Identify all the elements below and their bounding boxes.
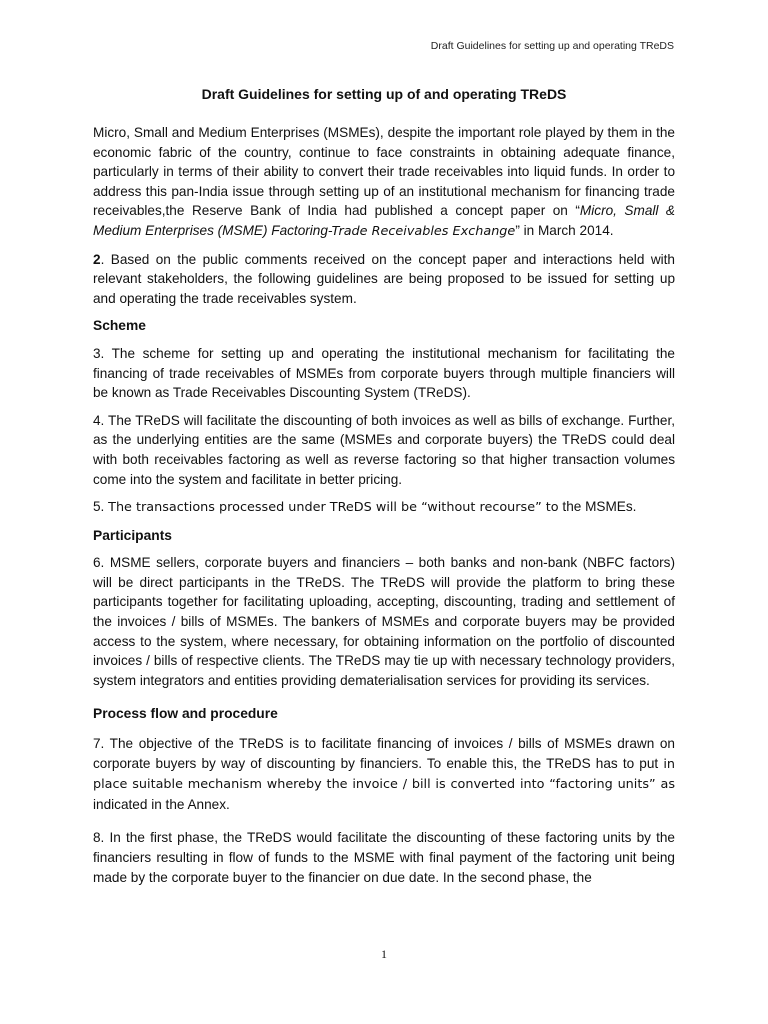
paragraph-5-prefix: 5. (93, 499, 109, 515)
paragraph-7-part-1: 7. The objective of the TReDS is to facilitate financing of invoices / bills of MSMEs drawn on corporate buyers by way of discounting by financiers. To enable this, the TReDS has to put (93, 736, 675, 771)
paragraph-1 (93, 123, 675, 242)
quote-open: “ (575, 203, 580, 219)
paragraph-2 (93, 250, 675, 309)
paragraph-7-part-2: in place suitable mechanism whereby the invoice / bill is converted into “factoring units” as (93, 756, 675, 793)
paragraph-5-suffix: the MSMEs. (558, 499, 637, 515)
paragraph-8: 8. In the first phase, the TReDS would facilitate the discounting of these factoring units by the financiers resulting in flow of funds to the MSME with final payment of the factoring unit being made by the corporate buyer to the financier on due date. In the second phase, the (93, 830, 675, 885)
concept-paper-title-rest: -Trade Receivables Exchange (327, 223, 516, 239)
concept-paper-title: Micro, Small & Medium Enterprises (MSME) Factoring (93, 203, 675, 238)
document-title: Draft Guidelines for setting up of and operating TReDS (201, 86, 567, 102)
paragraph-5-body: The transactions processed under TReDS will be “without recourse” to (108, 500, 559, 516)
page-number: 1 (381, 947, 387, 961)
paragraph-4: 4. The TReDS will facilitate the discounting of both invoices as well as bills of exchange. Further, as the underlying entities are the same (MSMEs and corporate buyers) the TReDS could deal with both receivables factoring as well as reverse factoring so that higher transaction volumes come into the system and facilitate in better pricing. (93, 412, 675, 487)
heading-process-flow: Process flow and procedure (93, 706, 278, 722)
heading-scheme: Scheme (93, 318, 146, 334)
heading-participants: Participants (93, 527, 172, 543)
running-header: Draft Guidelines for setting up and operating TReDS (430, 40, 674, 52)
quote-close: ” in March 2014. (515, 222, 614, 238)
paragraph-6: 6. MSME sellers, corporate buyers and financiers – both banks and non-bank (NBFC factors) will be direct participants in the TReDS. The TReDS will provide the platform to bring these participants together for facilitating uploading, accepting, discounting, trading and settlement of the invoices / bills of MSMEs. The bankers of MSMEs and corporate buyers may be provided access to the system, where necessary, for obtaining information on the portfolio of discounted invoices / bills of respective clients. The TReDS may tie up with necessary technology providers, system integrators and entities providing dematerialisation services for providing its services. (93, 555, 675, 688)
paragraph-3: 3. The scheme for setting up and operating the institutional mechanism for facilitating the financing of trade receivables of MSMEs from corporate buyers through multiple financiers will be known as Trade Receivables Discounting System (TReDS). (93, 345, 675, 401)
paragraph-5 (93, 497, 675, 518)
paragraph-1-text: Micro, Small and Medium Enterprises (MSMEs), despite the important role played by them in the economic fabric of the country, continue to face constraints in obtaining adequate finance, particularly in terms of their ability to convert their trade receivables into liquid funds. In order to address this pan-India issue through setting up of an institutional mechanism for financing trade receivables,the Reserve Bank of India had published a concept paper on (93, 125, 675, 219)
paragraph-7 (93, 734, 675, 814)
paragraph-2-number: 2 (93, 251, 101, 267)
paragraph-7-part-3: indicated in the Annex. (93, 796, 230, 812)
paragraph-2-text: . Based on the public comments received on the concept paper and interactions held with relevant stakeholders, the following guidelines are being proposed to be issued for setting up and operating the trade receivables system. (93, 251, 675, 306)
document-body (93, 123, 675, 895)
